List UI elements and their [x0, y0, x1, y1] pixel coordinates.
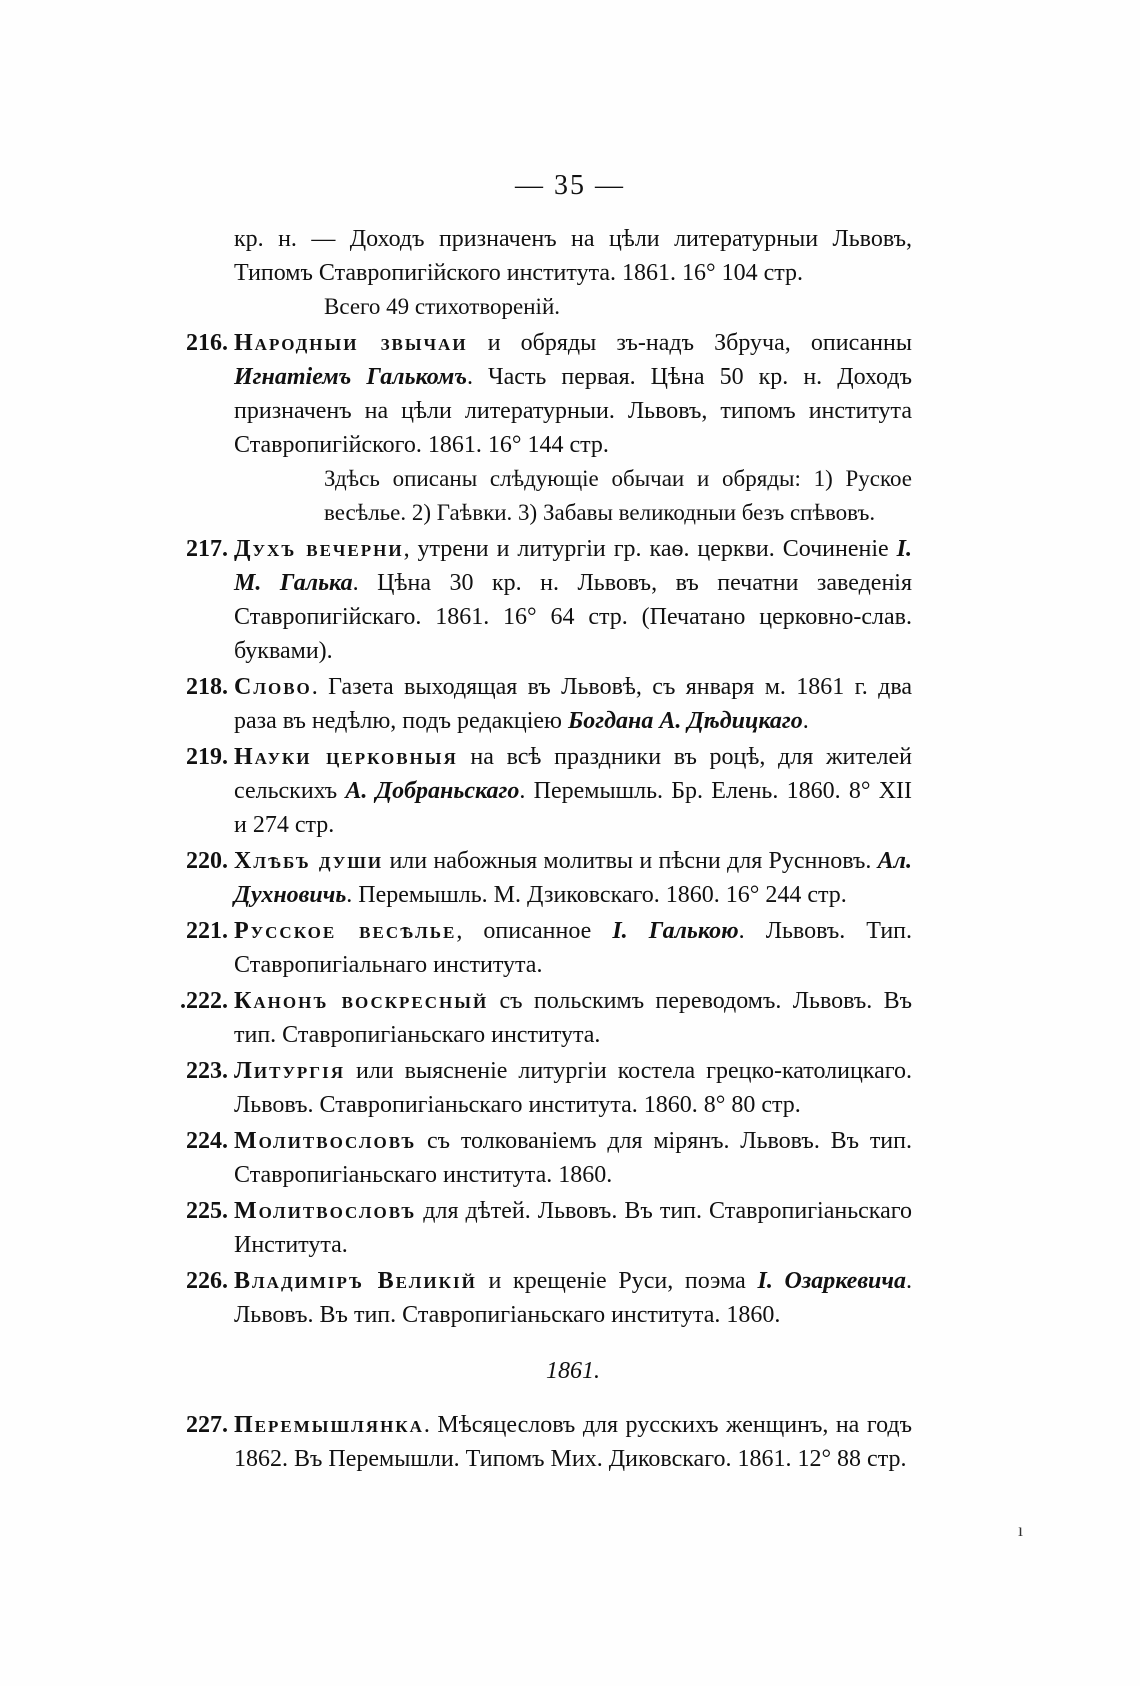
entry-description: или выясненіе литургіи костела грецко-католицкаго. Львовъ. Ставропигіаньскаго института. 1860. 8° 80 стр. — [234, 1058, 912, 1118]
entry-publication: . Львовъ. Тип. Ставропигіальнаго института. — [234, 918, 913, 978]
bibliography-entry — [186, 740, 913, 842]
entry-publication: . Львовъ. Въ тип. Ставропигіаньскаго института. 1860. — [234, 1268, 913, 1328]
entry-description: и крещеніе Руси, поэма — [476, 1268, 758, 1294]
bibliography-entry — [186, 1264, 913, 1332]
entry-description: и обряды зъ-надъ Збруча, описанны — [467, 330, 912, 356]
entry-author: І. М. Галька — [234, 536, 912, 596]
entry-description: для дѣтей. Львовъ. Въ тип. Ставропигіаньскаго Института. — [234, 1198, 912, 1258]
entry-number: 223. — [186, 1058, 228, 1084]
entry-text — [234, 326, 912, 462]
entries-1860 — [180, 326, 913, 1332]
entry-title: Молитвословъ — [234, 1198, 417, 1224]
entry-description: съ польскимъ переводомъ. Львовъ. Въ тип. Ставропигіаньскаго института. — [234, 988, 912, 1048]
entry-description: или набожныя молитвы и пѣсни для Руснновъ. — [383, 848, 878, 874]
entry-publication: . Перемышль. М. Дзиковскаго. 1860. 16° 244 стр. — [346, 882, 847, 908]
entry-text — [234, 1408, 912, 1476]
entry-author: Ал. Духновичь — [234, 848, 912, 908]
entry-text — [234, 984, 912, 1052]
entry-number: .222. — [180, 988, 228, 1014]
bibliography-entry — [186, 326, 912, 462]
entry-text — [234, 532, 912, 668]
bibliography-entry — [186, 1408, 912, 1476]
entry-number: 220. — [186, 848, 228, 874]
page-number: — 35 — — [515, 170, 625, 201]
entry-description: , утрени и литургіи гр. каѳ. церкви. Сочиненіе — [403, 536, 897, 562]
entry-author: І. Озаркевича — [757, 1268, 907, 1294]
entry-text — [234, 740, 912, 842]
bibliography-entry — [186, 532, 912, 668]
entry-publication: . Перемышль. Бр. Елень. 1860. 8° XII и 274 стр. — [234, 778, 913, 838]
bibliography-entry — [186, 844, 912, 912]
bibliography-entry — [186, 1194, 912, 1262]
year-heading: 1861. — [546, 1358, 600, 1384]
bibliography-entry — [186, 1054, 912, 1122]
entry-text — [234, 1194, 912, 1262]
entry-author: І. Галькою — [612, 918, 739, 944]
entry-description: на всѣ праздники въ роцѣ, для жителей сельскихъ — [234, 744, 912, 804]
bibliography-entry — [186, 1124, 912, 1192]
entry-text — [234, 1124, 912, 1192]
entry-text — [234, 1054, 912, 1122]
entry-description: . Мѣсяцесловъ для русскихъ женщинъ, на годъ 1862. Въ Перемышли. Типомъ Мих. Диковскаго. 1861. 12° 88 стр. — [234, 1412, 912, 1472]
stray-mark: ı — [1018, 1520, 1024, 1540]
entry-title: Хлѣбъ души — [234, 848, 384, 874]
entries-1861 — [186, 1408, 912, 1476]
entry-title: Перемышлянка — [234, 1412, 424, 1438]
entry-text — [234, 1264, 912, 1332]
entry-publication: . Часть первая. Цѣна 50 кр. н. Доходъ призначенъ на цѣли литературныи. Львовъ, типомъ института Ставропигійского. 1861. 16° 144 стр. — [234, 364, 912, 458]
entry-title: Духъ вечерни — [234, 536, 404, 562]
entry-text — [234, 914, 912, 982]
entry-title: Литургія — [234, 1058, 346, 1084]
entry-number: 217. — [186, 536, 228, 562]
bibliography-entry — [180, 984, 912, 1052]
entry-author: Богдана А. Дѣдицкаго — [567, 708, 803, 734]
bibliography-entry — [186, 914, 913, 982]
entry-number: 227. — [186, 1412, 228, 1438]
entry-number: 219. — [186, 744, 228, 770]
entry-author: Игнатіемъ Галькомъ — [234, 364, 467, 390]
entry-number: 226. — [186, 1268, 228, 1294]
entry-description: съ толкованіемъ для мірянъ. Львовъ. Въ тип. Ставропигіаньскаго института. 1860. — [234, 1128, 912, 1188]
entry-description: , описанное — [456, 918, 613, 944]
entry-title: Слово — [234, 674, 312, 700]
entry-title: Русское весѣлье — [234, 918, 457, 944]
entry-title: Науки церковныя — [234, 744, 458, 770]
entry-title: Народныи звычаи — [234, 330, 468, 356]
entry-title: Молитвословъ — [234, 1128, 417, 1154]
entry-publication: . Цѣна 30 кр. н. Львовъ, въ печатни заведенія Ставропигійскаго. 1861. 16° 64 стр. (Печатано церковно-слав. буквами). — [234, 570, 912, 664]
entry-number: 224. — [186, 1128, 228, 1154]
entry-number: 225. — [186, 1198, 228, 1224]
continuation-text: кр. н. — Доходъ призначенъ на цѣли литературныи Львовъ, Типомъ Ставропигійского института. 1861. 16° 104 стр. — [234, 226, 912, 286]
entry-title: Владиміръ Великій — [234, 1268, 477, 1294]
continuation-note: Всего 49 стихотвореній. — [324, 294, 561, 319]
entry-description: . Газета выходящая въ Львовѣ, съ января м. 1861 г. два раза въ недѣлю, подъ редакціею — [234, 674, 912, 734]
entry-text — [234, 844, 912, 912]
entry-title: Канонъ воскресный — [234, 988, 489, 1014]
bibliography-entry — [186, 670, 912, 738]
bibliography-content — [180, 222, 913, 1476]
entry-publication: . — [802, 708, 809, 734]
entry-author: А. Добраньскаго — [345, 778, 520, 804]
entry-text — [234, 670, 912, 738]
entry-note: Здѣсь описаны слѣдующіе обычаи и обряды: 1) Руское весѣлье. 2) Гаѣвки. 3) Забавы великодныи безъ спѣвовъ. — [324, 466, 912, 525]
entry-number: 218. — [186, 674, 228, 700]
entry-number: 221. — [186, 918, 228, 944]
entry-number: 216. — [186, 330, 228, 356]
